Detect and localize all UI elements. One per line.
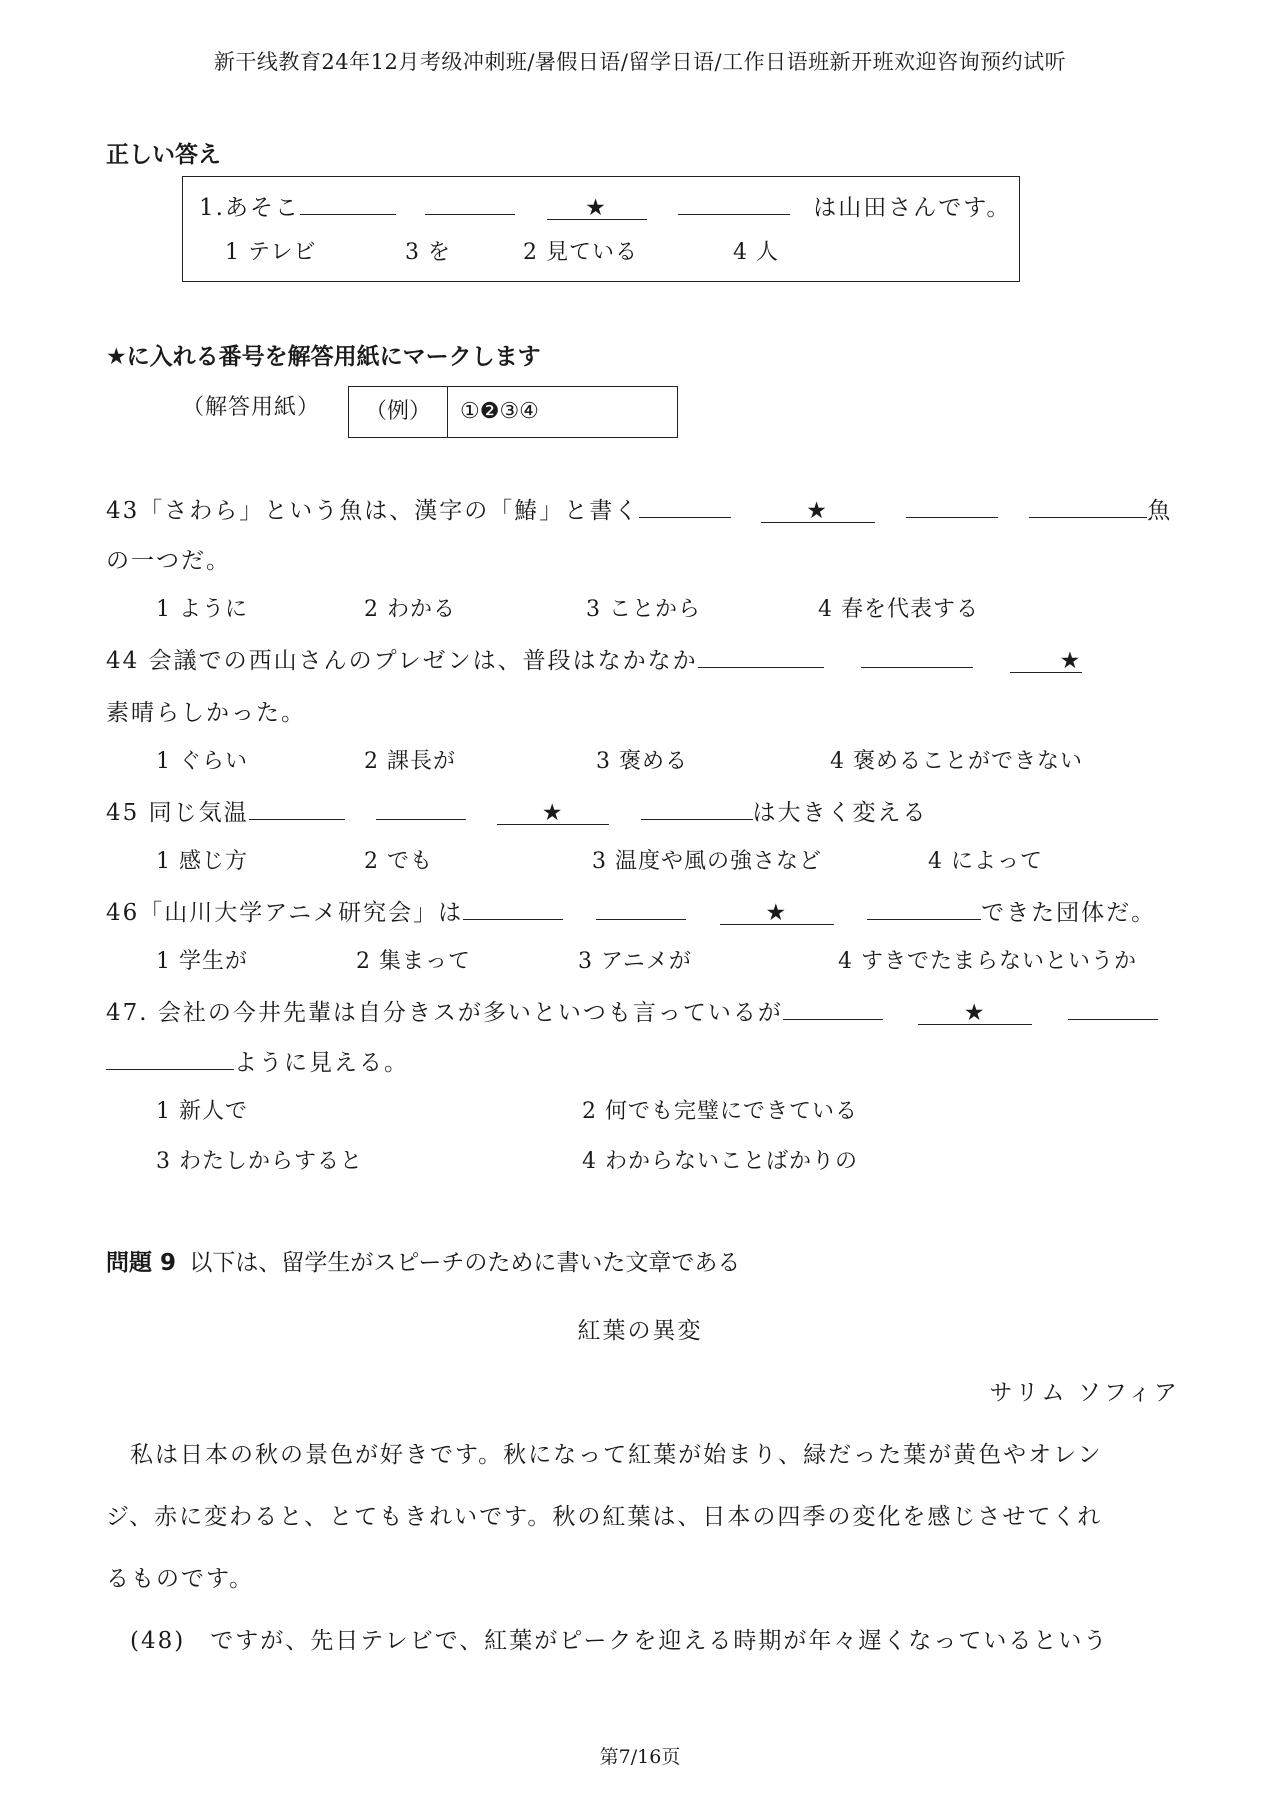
- star-icon: ★: [541, 800, 565, 826]
- question-47-line2: [106, 1044, 409, 1077]
- question-47-blank-3: [1068, 997, 1158, 1020]
- star-icon: ★: [806, 498, 829, 524]
- question-45-option-2: 2 でも: [364, 849, 433, 874]
- star-icon: ★: [585, 195, 608, 221]
- essay-paragraph-1-line-3: るものです。: [106, 1566, 255, 1592]
- question-45-blank-4: [641, 797, 753, 820]
- answer-sheet-example-label: （例）: [349, 387, 448, 437]
- question-45-text-end: は大きく変える: [752, 800, 928, 826]
- question-43-blank-1: [639, 495, 731, 518]
- example-option-3: 2 見ている: [523, 240, 638, 265]
- answer-sheet-example: [348, 386, 678, 438]
- question-43-blank-star: [761, 500, 875, 523]
- question-47-option-2: 2 何でも完璧にできている: [582, 1099, 858, 1124]
- example-sentence-end: は山田さんです。: [813, 195, 1012, 221]
- example-heading: 正しい答え: [106, 142, 221, 168]
- question-45-line1: [106, 794, 928, 827]
- question-47-option-4: 4 わからないことばかりの: [582, 1149, 858, 1174]
- essay-paragraph-2-line-1: (48) ですが、先日テレビで、紅葉がピークを迎える時期が年々遅くなっているという: [130, 1628, 1109, 1654]
- question-45-option-4: 4 によって: [928, 849, 1043, 874]
- question-45-option-1: 1 感じ方: [156, 849, 248, 874]
- question-46-blank-1: [463, 897, 563, 920]
- question-46-text-end: できた団体だ。: [981, 900, 1157, 926]
- page-number: 第7/16页: [599, 1746, 681, 1768]
- question-47-option-1: 1 新人で: [156, 1099, 248, 1124]
- question-44-option-2: 2 課長が: [364, 749, 456, 774]
- example-option-1: 1 テレビ: [225, 240, 317, 265]
- example-option-2: 3 を: [405, 240, 451, 265]
- question-46-text: 46「山川大学アニメ研究会」は: [106, 900, 464, 926]
- example-box: [182, 176, 1020, 282]
- example-blank-1: [300, 192, 396, 215]
- question-44-blank-1: [698, 645, 824, 668]
- question-45-blank-2: [376, 797, 466, 820]
- question-47-text: 47. 会社の今井先輩は自分きスが多いといつも言っているが: [106, 1000, 783, 1026]
- question-46-blank-2: [596, 897, 686, 920]
- essay-paragraph-1-line-2: ジ、赤に変わると、とてもきれいです。秋の紅葉は、日本の四季の変化を感じさせてくれ: [106, 1504, 1103, 1530]
- section-9-label: 問題 9: [106, 1250, 177, 1276]
- question-43-blank-3: [906, 495, 998, 518]
- answer-sheet-example-marks: ①❷③④: [460, 399, 539, 424]
- question-47-blank-4: [106, 1047, 234, 1070]
- star-icon: ★: [963, 1000, 987, 1026]
- question-45-blank-star: [497, 802, 609, 825]
- question-44-line1: [106, 642, 1082, 675]
- essay-title: 紅葉の異変: [577, 1318, 703, 1344]
- page-header: 新干线教育24年12月考级冲刺班/暑假日语/留学日语/工作日语班新开班欢迎咨询预约试听: [213, 50, 1067, 74]
- essay-author: サリム ソフィア: [989, 1380, 1180, 1406]
- example-option-4: 4 人: [733, 240, 779, 265]
- question-46-blank-star: [720, 902, 834, 925]
- question-44-text: 44 会議での西山さんのプレゼンは、普段はなかなか: [106, 648, 698, 674]
- question-46-option-3: 3 アニメが: [578, 949, 692, 974]
- question-43-option-4: 4 春を代表する: [818, 597, 979, 622]
- question-44-line2: 素晴らしかった。: [106, 700, 306, 726]
- question-45-option-3: 3 温度や風の強さなど: [592, 849, 822, 874]
- question-46-blank-4: [867, 897, 981, 920]
- example-sentence: [199, 189, 1011, 222]
- question-45-blank-1: [249, 797, 345, 820]
- question-46-option-1: 1 学生が: [156, 949, 248, 974]
- question-44-blank-star: [1010, 650, 1082, 673]
- question-44-blank-2: [861, 645, 973, 668]
- example-sentence-start: 1.あそこ: [199, 195, 300, 221]
- section-9-instruction: 以下は、留学生がスピーチのために書いた文章である: [189, 1250, 741, 1276]
- question-43-text: 43「さわら」という魚は、漢字の「鰆」と書く: [106, 498, 640, 524]
- answer-sheet-label: （解答用紙）: [182, 395, 321, 420]
- question-46-option-4: 4 すきでたまらないというか: [838, 949, 1137, 974]
- star-icon: ★: [1059, 648, 1083, 674]
- mark-heading: ★に入れる番号を解答用紙にマークします: [106, 344, 541, 370]
- question-47-text-end: ように見える。: [234, 1050, 409, 1076]
- question-43-option-2: 2 わかる: [364, 597, 456, 622]
- example-blank-2: [425, 192, 515, 215]
- question-43-text-end: 魚: [1147, 498, 1173, 524]
- example-blank-star: [547, 197, 647, 220]
- essay-paragraph-1-line-1: 私は日本の秋の景色が好きです。秋になって紅葉が始まり、緑だった葉が黄色やオレン: [130, 1442, 1103, 1468]
- question-43-option-1: 1 ように: [156, 597, 248, 622]
- question-45-text: 45 同じ気温: [106, 800, 249, 826]
- question-44-option-4: 4 褒めることができない: [830, 749, 1083, 774]
- question-47-line1: [106, 994, 1158, 1027]
- question-43-line2: の一つだ。: [106, 548, 231, 574]
- star-icon: ★: [765, 900, 789, 926]
- question-43-option-3: 3 ことから: [586, 597, 701, 622]
- question-44-option-1: 1 ぐらい: [156, 749, 248, 774]
- question-47-blank-1: [783, 997, 883, 1020]
- question-47-blank-star: [918, 1002, 1032, 1025]
- question-44-option-3: 3 褒める: [596, 749, 688, 774]
- question-47-option-3: 3 わたしからすると: [156, 1149, 363, 1174]
- question-43-blank-4: [1029, 495, 1147, 518]
- question-46-line1: [106, 894, 1156, 927]
- question-46-option-2: 2 集まって: [356, 949, 471, 974]
- question-43-line1: [106, 492, 1172, 525]
- section-9-heading: [106, 1244, 740, 1277]
- example-blank-4: [678, 192, 790, 215]
